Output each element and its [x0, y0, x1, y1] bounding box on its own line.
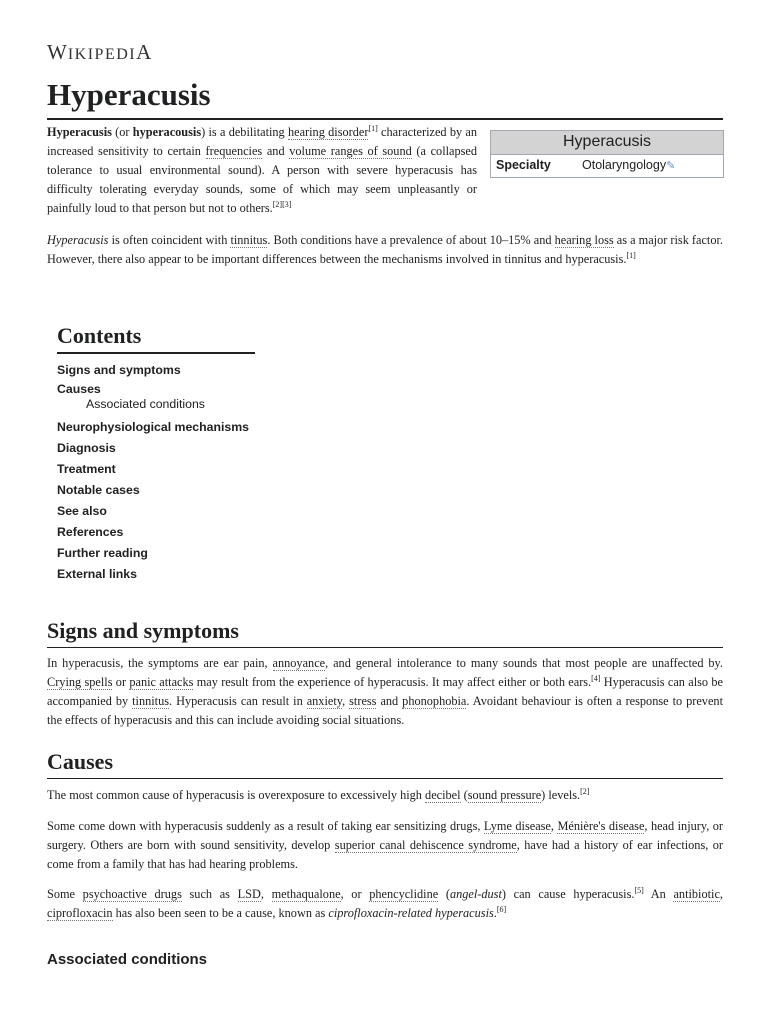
text: and	[262, 144, 290, 158]
causes-paragraph-2	[47, 817, 723, 874]
infobox-title: Hyperacusis	[491, 131, 723, 155]
text: . Avoidant behaviour is often a response to prevent the effects of hyperacusis and this can include avoiding social situations.	[47, 694, 723, 727]
link-phonophobia[interactable]: phonophobia	[402, 694, 467, 708]
bold-term-alt: hyperacousis	[132, 125, 202, 139]
signs-paragraph	[47, 654, 723, 730]
link-lsd[interactable]: LSD	[237, 887, 261, 901]
text: ) levels.	[541, 788, 581, 802]
italic-term: angel-dust	[449, 887, 502, 901]
link-panic-attacks[interactable]: panic attacks	[129, 675, 194, 689]
text: , head injury, or surgery. Others are born with sound sensitivity, develop	[47, 819, 724, 852]
text: ,	[260, 887, 272, 901]
link-annoyance[interactable]: annoyance	[272, 656, 326, 670]
infobox-specialty-link[interactable]: Otolaryngology	[582, 158, 667, 172]
infobox-row-specialty	[491, 155, 723, 177]
link-sound-pressure[interactable]: sound pressure	[467, 788, 542, 802]
section-heading-signs: Signs and symptoms	[47, 617, 723, 648]
text: characterized by an increased sensitivity to certain	[47, 125, 478, 158]
link-phencyclidine[interactable]: phencyclidine	[369, 887, 439, 901]
link-lyme-disease[interactable]: Lyme disease	[483, 819, 551, 833]
infobox-specialty-label: Specialty	[496, 158, 551, 172]
page-title: Hyperacusis	[47, 76, 723, 120]
text: Some	[47, 887, 83, 901]
link-tinnitus[interactable]: tinnitus	[132, 694, 170, 708]
text: (or	[111, 125, 133, 139]
toc-subitem-associated[interactable]: Associated conditions	[86, 397, 205, 411]
citation[interactable]: [1]	[368, 124, 378, 133]
toc-item-treatment[interactable]: Treatment	[57, 462, 116, 476]
link-menieres-disease[interactable]: Ménière's disease	[557, 819, 645, 833]
text: as a major risk factor. However, there also appear to be important differences between the mechanisms involved in tinnitus and hyperacusis.	[47, 233, 723, 266]
logo-letters-middle: IKIPEDI	[67, 46, 137, 63]
text: may result from the experience of hyperacusis. It may affect either or both ears.	[193, 675, 592, 689]
text: .	[493, 906, 497, 920]
text: is often coincident with	[108, 233, 231, 247]
text: ,	[550, 819, 558, 833]
link-stress[interactable]: stress	[349, 694, 377, 708]
link-decibel[interactable]: decibel	[425, 788, 461, 802]
infobox-specialty-value[interactable]	[582, 158, 675, 172]
link-hearing-disorder[interactable]: hearing disorder	[287, 125, 369, 139]
logo-letter-first: W	[47, 40, 68, 64]
link-volume-ranges[interactable]: volume ranges of sound	[289, 144, 412, 158]
link-crying-spells[interactable]: Crying spells	[47, 675, 113, 689]
citation[interactable]: [1]	[626, 251, 636, 260]
text: Hyperacusis can also be accompanied by	[47, 675, 723, 708]
text: Some come down with hyperacusis suddenly as a result of taking ear sensitizing drugs,	[47, 819, 484, 833]
text: or	[112, 675, 130, 689]
text: and	[376, 694, 403, 708]
text: ) can cause hyperacusis.	[501, 887, 635, 901]
text: . Both conditions have a prevalence of about 10–15% and	[267, 233, 555, 247]
text: . Hyperacusis can result in	[169, 694, 307, 708]
link-tinnitus[interactable]: tinnitus	[230, 233, 268, 247]
text: ) is a debilitating	[201, 125, 288, 139]
italic-term: Hyperacusis	[47, 233, 109, 247]
toc-item-diagnosis[interactable]: Diagnosis	[57, 441, 116, 455]
link-ciprofloxacin[interactable]: ciprofloxacin	[47, 906, 113, 920]
toc-item-notable-cases[interactable]: Notable cases	[57, 483, 140, 497]
text: , and general intolerance to many sounds that most people are unaffected by.	[325, 656, 723, 670]
citation[interactable]: [2]	[580, 787, 590, 796]
citation[interactable]: [2][3]	[272, 200, 292, 209]
text: , or	[340, 887, 370, 901]
lead-paragraph-2	[47, 231, 723, 269]
text: ,	[719, 887, 723, 901]
text: The most common cause of hyperacusis is overexposure to excessively high	[47, 788, 426, 802]
wikipedia-logo[interactable]	[47, 40, 152, 65]
text: (	[460, 788, 468, 802]
link-frequencies[interactable]: frequencies	[205, 144, 263, 158]
link-anxiety[interactable]: anxiety	[306, 694, 343, 708]
bold-term: Hyperacusis	[47, 125, 112, 139]
text: (	[438, 887, 450, 901]
toc-item-signs[interactable]: Signs and symptoms	[57, 363, 181, 377]
link-methaqualone[interactable]: methaqualone	[271, 887, 341, 901]
citation[interactable]: [5]	[634, 886, 644, 895]
link-superior-canal[interactable]: superior canal dehiscence syndrome	[334, 838, 517, 852]
subsection-heading-associated: Associated conditions	[47, 951, 208, 968]
causes-paragraph-3	[47, 885, 723, 923]
edit-pencil-icon[interactable]: ✎	[666, 160, 676, 172]
text: (a collapsed tolerance to usual environmental sound). A person with severe hyperacusis has difficulty tolerating everyday sounds, some of which may seem unpleasantly or painfully loud to that person but not to others.	[47, 144, 478, 215]
toc-item-causes[interactable]: Causes	[57, 382, 101, 396]
citation[interactable]: [6]	[496, 905, 507, 914]
link-psychoactive-drugs[interactable]: psychoactive drugs	[82, 887, 182, 901]
citation[interactable]: [4]	[591, 674, 601, 683]
lead-paragraph-1	[47, 123, 477, 218]
section-heading-causes: Causes	[47, 748, 723, 779]
infobox	[490, 130, 724, 178]
text: In hyperacusis, the symptoms are ear pain,	[47, 656, 273, 670]
causes-paragraph-1	[47, 786, 723, 805]
text: An	[643, 887, 674, 901]
link-hearing-loss[interactable]: hearing loss	[554, 233, 614, 247]
link-antibiotic[interactable]: antibiotic	[673, 887, 720, 901]
text: has also been seen to be a cause, known as	[112, 906, 329, 920]
toc-heading: Contents	[57, 322, 255, 354]
toc-item-external-links[interactable]: External links	[57, 567, 137, 581]
text: , have had a history of ear infections, or come from a family that has had hearing problems.	[47, 838, 723, 871]
text: such as	[181, 887, 238, 901]
italic-term: ciprofloxacin-related hyperacusis	[328, 906, 494, 920]
toc-item-see-also[interactable]: See also	[57, 504, 107, 518]
text: ,	[342, 694, 350, 708]
toc-item-further-reading[interactable]: Further reading	[57, 546, 148, 560]
logo-letter-last: A	[136, 40, 153, 64]
toc-item-neuro[interactable]: Neurophysiological mechanisms	[57, 420, 250, 434]
table-of-contents	[57, 322, 255, 585]
toc-item-references[interactable]: References	[57, 525, 124, 539]
